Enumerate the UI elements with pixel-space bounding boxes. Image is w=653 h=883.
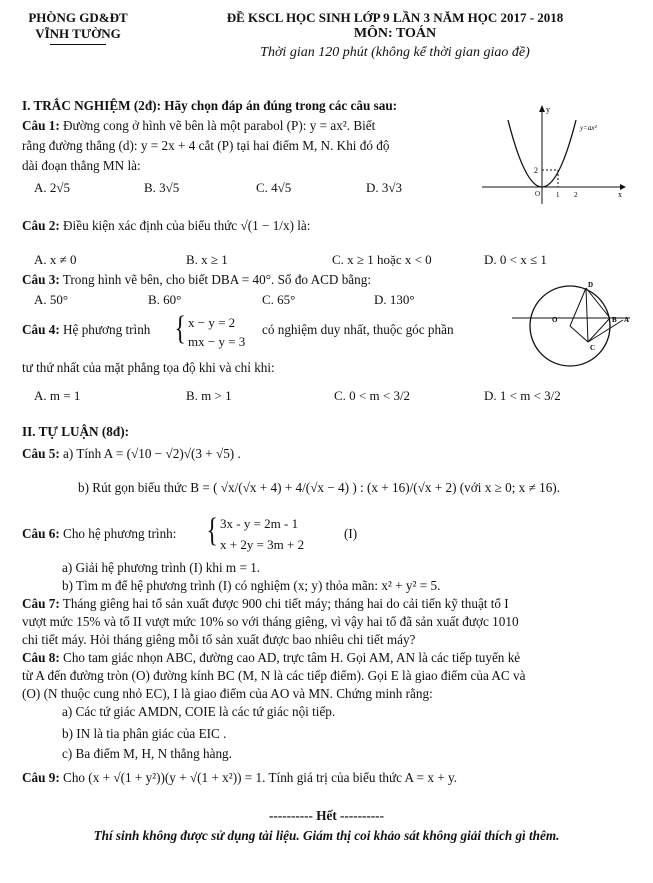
q8-text-line1: Cho tam giác nhọn ABC, đường cao AD, trực tâm H. Gọi AM, AN là các tiếp tuyến kẻ <box>63 650 521 665</box>
q8-text-line2: từ A đến đường tròn (O) đường kính BC (M, N là các tiếp điểm). Gọi E là giao điểm của AC và <box>22 668 526 683</box>
q7-text-line1: Tháng giêng hai tổ sản xuất được 900 chi tiết máy; tháng hai do cải tiến kỹ thuật tổ I <box>62 596 509 611</box>
dept-name-line2: VĨNH TƯỜNG <box>35 26 121 41</box>
q1-option-c: C. 4√5 <box>256 180 292 195</box>
q4-option-b: B. m > 1 <box>186 388 232 403</box>
part1-instruction: Hãy chọn đáp án đúng trong các câu sau: <box>164 98 398 113</box>
q3-line <box>22 272 371 288</box>
footer-note: Thí sinh không được sử dụng tài liệu. Giám thị coi khảo sát không giải thích gì thêm. <box>93 828 560 843</box>
q4-option-d: D. 1 < m < 3/2 <box>484 388 561 403</box>
q1-label: Câu 1: <box>22 118 60 133</box>
q4-line2: tư thứ nhất của mặt phẳng tọa độ khi và chỉ khi: <box>22 360 275 375</box>
q2-option-d: D. 0 < x ≤ 1 <box>484 252 547 267</box>
q2-option-a: A. x ≠ 0 <box>34 252 77 267</box>
exam-time: Thời gian 120 phút (không kể thời gian giao đề) <box>260 45 530 60</box>
q6-a: a) Giải hệ phương trình (I) khi m = 1. <box>62 560 261 575</box>
part1-heading-line <box>22 98 397 114</box>
graph-curve-label: y=ax² <box>580 124 597 132</box>
q6-eq1: 3x - y = 2m - 1 <box>220 516 299 531</box>
q8-label: Câu 8: <box>22 650 60 665</box>
exam-subject: MÔN: TOÁN <box>353 26 437 41</box>
label-a: A <box>624 316 630 324</box>
q5-label: Câu 5: <box>22 446 60 461</box>
q5-line-a <box>22 446 241 462</box>
q2-option-c: C. x ≥ 1 hoặc x < 0 <box>332 252 432 267</box>
q8-c: c) Ba điểm M, H, N thẳng hàng. <box>62 746 232 761</box>
line-o-c <box>570 326 588 342</box>
graph-origin: O <box>535 190 541 198</box>
parabola-graph <box>478 100 628 210</box>
circle-figure <box>508 280 636 380</box>
graph-y-arrow <box>539 105 545 112</box>
q3-text: Trong hình vẽ bên, cho biết DBA = 40°. Số đo ACD bằng: <box>62 272 372 287</box>
graph-y-label: y <box>546 105 550 114</box>
q8-text-line3: (O) (N thuộc cung nhỏ EC), I là giao điểm của AO và MN. Chứng minh rằng: <box>22 686 433 701</box>
q7-label: Câu 7: <box>22 596 60 611</box>
q5-b: b) Rút gọn biểu thức B = ( √x/(√x + 4) + 4/(√x − 4) ) : (x + 16)/(√x + 2) (với x ≥ 0; x ≠ 16). <box>78 480 560 495</box>
q1-text-line1: Đường cong ở hình vẽ bên là một parabol (P): y = ax². Biết <box>63 118 376 133</box>
graph-tick-1: 1 <box>556 191 560 199</box>
q1-text-line2: rằng đường thẳng (d): y = 2x + 4 cắt (P) tại hai điểm M, N. Khi đó độ <box>22 138 390 153</box>
label-o: O <box>552 316 558 324</box>
part2-heading: II. TỰ LUẬN (8đ): <box>22 424 129 439</box>
exam-title: ĐỀ KSCL HỌC SINH LỚP 9 LẦN 3 NĂM HỌC 2017 - 2018 <box>226 10 564 25</box>
q8-b: b) IN là tia phân giác của EIC . <box>62 726 227 741</box>
line-b-d <box>586 288 610 318</box>
q8-a: a) Các tứ giác AMDN, COIE là các tứ giác nội tiếp. <box>62 704 336 719</box>
graph-x-label: x <box>618 190 622 199</box>
label-b: B <box>612 316 617 324</box>
q2-line <box>22 218 310 234</box>
label-c: C <box>590 344 596 352</box>
q3-option-d: D. 130° <box>374 292 415 307</box>
q3-label: Câu 3: <box>22 272 60 287</box>
q9-text: Cho (x + √(1 + y²))(y + √(1 + x²)) = 1. Tính giá trị của biểu thức A = x + y. <box>63 770 458 785</box>
q4-eq1: x − y = 2 <box>188 315 236 330</box>
q2-option-b: B. x ≥ 1 <box>186 252 228 267</box>
q4-brace: { <box>174 310 186 347</box>
label-d: D <box>588 281 594 289</box>
q1-option-b: B. 3√5 <box>144 180 180 195</box>
q4-option-c: C. 0 < m < 3/2 <box>334 388 411 403</box>
q4-option-a: A. m = 1 <box>34 388 81 403</box>
q7-line1 <box>22 596 509 612</box>
q3-option-c: C. 65° <box>262 292 296 307</box>
dept-name-line1: PHÒNG GD&ĐT <box>28 10 128 25</box>
q6-eq2: x + 2y = 3m + 2 <box>220 537 305 552</box>
q6-pre: Cho hệ phương trình: <box>63 526 177 541</box>
q2-text: Điều kiện xác định của biểu thức √(1 − 1/x) là: <box>63 218 311 233</box>
part1-heading: I. TRẮC NGHIỆM (2đ): <box>22 98 161 113</box>
q5-a: a) Tính A = (√10 − √2)√(3 + √5) . <box>63 446 241 461</box>
q6-brace: { <box>206 512 218 549</box>
q4-line1 <box>22 322 150 338</box>
end-marker: ---------- Hết ---------- <box>269 808 384 823</box>
q1-option-a: A. 2√5 <box>34 180 71 195</box>
q4-pre: Hệ phương trình <box>63 322 151 337</box>
q6-tag: (I) <box>344 526 358 541</box>
q4-eq2: mx − y = 3 <box>188 334 246 349</box>
q4-label: Câu 4: <box>22 322 60 337</box>
q1-text-line3: dài đoạn thẳng MN là: <box>22 158 141 173</box>
q6-line <box>22 526 176 542</box>
q3-option-b: B. 60° <box>148 292 182 307</box>
line-o-d <box>570 288 586 326</box>
graph-tick-2x: 2 <box>574 191 578 199</box>
q7-text-line2: vượt mức 15% và tổ II vượt mức 10% so với tháng giêng, vì vậy hai tổ đã sản xuất được 1010 <box>22 614 519 629</box>
header-rule <box>50 44 106 45</box>
q8-line1 <box>22 650 520 666</box>
q1-line1 <box>22 118 375 134</box>
q9-line <box>22 770 457 786</box>
q3-option-a: A. 50° <box>34 292 69 307</box>
line-d-c <box>586 288 588 342</box>
q9-label: Câu 9: <box>22 770 60 785</box>
q2-label: Câu 2: <box>22 218 60 233</box>
graph-tick-2y: 2 <box>534 166 538 175</box>
q4-post: có nghiệm duy nhất, thuộc góc phần <box>262 322 454 337</box>
q7-text-line3: chi tiết máy. Hỏi tháng giêng mỗi tổ sản xuất được bao nhiêu chi tiết máy? <box>22 632 416 647</box>
q6-b: b) Tìm m để hệ phương trình (I) có nghiệm (x; y) thỏa mãn: x² + y² = 5. <box>62 578 441 593</box>
q6-label: Câu 6: <box>22 526 60 541</box>
q1-option-d: D. 3√3 <box>366 180 403 195</box>
